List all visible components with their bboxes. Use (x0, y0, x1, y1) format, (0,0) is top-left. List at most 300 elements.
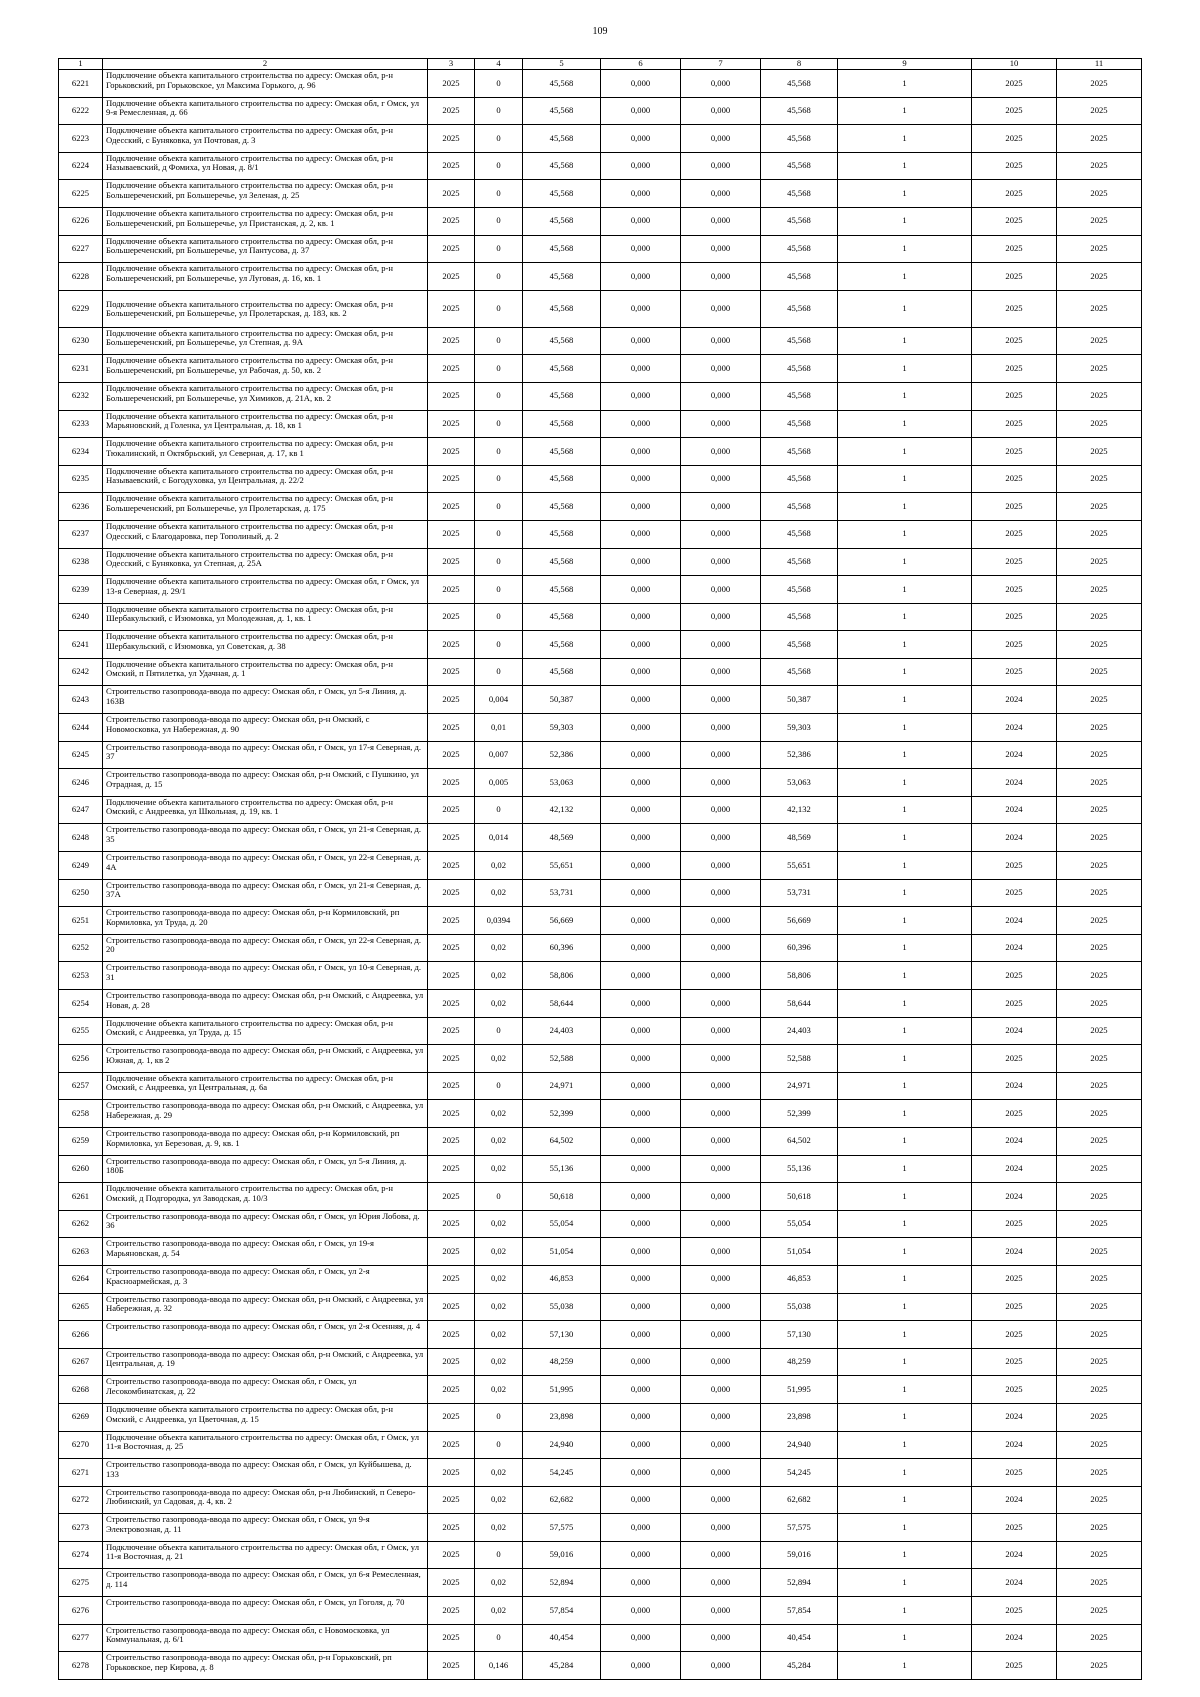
object-description: Строительство газопровода-ввода по адресу: Омская обл, г Омск, ул Лесокомбинатская, д. 22 (103, 1376, 428, 1404)
end-year: 2025 (1057, 1127, 1142, 1155)
quantity: 1 (838, 1403, 972, 1431)
cost-col-7: 0,000 (681, 290, 761, 327)
pipeline-length: 0 (475, 410, 523, 438)
start-year: 2025 (972, 631, 1057, 659)
cost-col-8: 60,396 (761, 934, 838, 962)
cost-col-7: 0,000 (681, 125, 761, 153)
row-number: 6256 (59, 1045, 103, 1073)
row-number: 6273 (59, 1514, 103, 1542)
row-number: 6243 (59, 686, 103, 714)
cost-col-8: 45,568 (761, 658, 838, 686)
total-cost: 57,575 (523, 1514, 601, 1542)
cost-col-8: 45,568 (761, 290, 838, 327)
quantity: 1 (838, 548, 972, 576)
pipeline-length: 0,02 (475, 962, 523, 990)
start-year: 2025 (972, 410, 1057, 438)
plan-year: 2025 (428, 1569, 475, 1597)
cost-col-6: 0,000 (601, 1321, 681, 1349)
cost-col-8: 50,387 (761, 686, 838, 714)
object-description: Подключение объекта капитального строительства по адресу: Омская обл, г Омск, ул 11-я Восточная, д. 25 (103, 1431, 428, 1459)
cost-col-8: 45,568 (761, 465, 838, 493)
total-cost: 50,387 (523, 686, 601, 714)
cost-col-7: 0,000 (681, 1624, 761, 1652)
pipeline-length: 0,0394 (475, 907, 523, 935)
end-year: 2025 (1057, 548, 1142, 576)
pipeline-length: 0 (475, 207, 523, 235)
plan-year: 2025 (428, 438, 475, 466)
quantity: 1 (838, 438, 972, 466)
table-row (59, 180, 1142, 208)
total-cost: 57,854 (523, 1597, 601, 1625)
cost-col-8: 58,644 (761, 990, 838, 1018)
quantity: 1 (838, 327, 972, 355)
end-year: 2025 (1057, 1017, 1142, 1045)
end-year: 2025 (1057, 1293, 1142, 1321)
object-description: Строительство газопровода-ввода по адресу: Омская обл, р-н Омский, с Андреевка, ул Южная, д. 1, кв 2 (103, 1045, 428, 1073)
cost-col-8: 53,063 (761, 769, 838, 797)
quantity: 1 (838, 990, 972, 1018)
cost-col-6: 0,000 (601, 1624, 681, 1652)
object-description: Строительство газопровода-ввода по адресу: Омская обл, р-н Омский, с Андреевка, ул Центральная, д. 19 (103, 1348, 428, 1376)
end-year: 2025 (1057, 520, 1142, 548)
cost-col-6: 0,000 (601, 235, 681, 263)
row-number: 6261 (59, 1183, 103, 1211)
table-row (59, 741, 1142, 769)
row-number: 6265 (59, 1293, 103, 1321)
quantity: 1 (838, 1321, 972, 1349)
cost-col-8: 24,940 (761, 1431, 838, 1459)
quantity: 1 (838, 631, 972, 659)
cost-col-8: 52,894 (761, 1569, 838, 1597)
row-number: 6277 (59, 1624, 103, 1652)
total-cost: 45,568 (523, 658, 601, 686)
end-year: 2025 (1057, 603, 1142, 631)
object-description: Подключение объекта капитального строительства по адресу: Омская обл, р-н Называевский, с Богодуховка, ул Центральная, д. 22/2 (103, 465, 428, 493)
page-number: 109 (592, 26, 608, 37)
start-year: 2025 (972, 1459, 1057, 1487)
plan-year: 2025 (428, 465, 475, 493)
end-year: 2025 (1057, 263, 1142, 291)
object-description: Подключение объекта капитального строительства по адресу: Омская обл, р-н Большереченский, рп Большеречье, ул Химиков, д. 21А, кв. 2 (103, 382, 428, 410)
table-row (59, 438, 1142, 466)
end-year: 2025 (1057, 152, 1142, 180)
total-cost: 45,568 (523, 125, 601, 153)
pipeline-length: 0,02 (475, 1210, 523, 1238)
object-description: Подключение объекта капитального строительства по адресу: Омская обл, р-н Омский, с Андреевка, ул Труда, д. 15 (103, 1017, 428, 1045)
table-row (59, 1072, 1142, 1100)
object-description: Строительство газопровода-ввода по адресу: Омская обл, г Омск, ул 21-я Северная, д. 37А (103, 879, 428, 907)
pipeline-length: 0 (475, 438, 523, 466)
start-year: 2025 (972, 180, 1057, 208)
object-description: Строительство газопровода-ввода по адресу: Омская обл, р-н Кормиловский, рп Кормиловка, ул Труда, д. 20 (103, 907, 428, 935)
cost-col-6: 0,000 (601, 1431, 681, 1459)
object-description: Строительство газопровода-ввода по адресу: Омская обл, г Омск, ул 22-я Северная, д. 4А (103, 852, 428, 880)
end-year: 2025 (1057, 658, 1142, 686)
table-row (59, 1376, 1142, 1404)
total-cost: 60,396 (523, 934, 601, 962)
start-year: 2024 (972, 1127, 1057, 1155)
row-number: 6237 (59, 520, 103, 548)
plan-year: 2025 (428, 1293, 475, 1321)
row-number: 6278 (59, 1652, 103, 1680)
cost-col-8: 45,568 (761, 631, 838, 659)
plan-year: 2025 (428, 1597, 475, 1625)
cost-col-6: 0,000 (601, 934, 681, 962)
cost-col-6: 0,000 (601, 741, 681, 769)
object-description: Подключение объекта капитального строительства по адресу: Омская обл, р-н Шербакульский, с Изюмовка, ул Молодежная, д. 1, кв. 1 (103, 603, 428, 631)
quantity: 1 (838, 180, 972, 208)
pipeline-length: 0 (475, 180, 523, 208)
total-cost: 52,588 (523, 1045, 601, 1073)
end-year: 2025 (1057, 714, 1142, 742)
plan-year: 2025 (428, 852, 475, 880)
quantity: 1 (838, 1541, 972, 1569)
table-row (59, 1017, 1142, 1045)
cost-col-8: 51,995 (761, 1376, 838, 1404)
cost-col-7: 0,000 (681, 1100, 761, 1128)
table-row (59, 520, 1142, 548)
start-year: 2025 (972, 962, 1057, 990)
plan-year: 2025 (428, 603, 475, 631)
cost-col-6: 0,000 (601, 603, 681, 631)
column-header: 11 (1057, 59, 1142, 70)
start-year: 2025 (972, 235, 1057, 263)
cost-col-6: 0,000 (601, 207, 681, 235)
quantity: 1 (838, 1486, 972, 1514)
total-cost: 48,569 (523, 824, 601, 852)
cost-col-7: 0,000 (681, 907, 761, 935)
table-row (59, 548, 1142, 576)
cost-col-8: 52,386 (761, 741, 838, 769)
cost-col-8: 45,284 (761, 1652, 838, 1680)
cost-col-6: 0,000 (601, 1127, 681, 1155)
total-cost: 45,568 (523, 603, 601, 631)
row-number: 6235 (59, 465, 103, 493)
plan-year: 2025 (428, 1017, 475, 1045)
table-header (59, 59, 1142, 70)
end-year: 2025 (1057, 631, 1142, 659)
cost-col-8: 53,731 (761, 879, 838, 907)
end-year: 2025 (1057, 70, 1142, 98)
cost-col-8: 40,454 (761, 1624, 838, 1652)
object-description: Строительство газопровода-ввода по адресу: Омская обл, г Омск, ул 2-я Красноармейская, д. 3 (103, 1265, 428, 1293)
column-header: 6 (601, 59, 681, 70)
cost-col-7: 0,000 (681, 1597, 761, 1625)
pipeline-length: 0,014 (475, 824, 523, 852)
pipeline-length: 0,02 (475, 1100, 523, 1128)
object-description: Строительство газопровода-ввода по адресу: Омская обл, г Омск, ул 17-я Северная, д. 37 (103, 741, 428, 769)
pipeline-length: 0 (475, 263, 523, 291)
start-year: 2025 (972, 520, 1057, 548)
quantity: 1 (838, 1348, 972, 1376)
total-cost: 54,245 (523, 1459, 601, 1487)
cost-col-6: 0,000 (601, 990, 681, 1018)
pipeline-length: 0 (475, 382, 523, 410)
object-description: Строительство газопровода-ввода по адресу: Омская обл, г Омск, ул Гоголя, д. 70 (103, 1597, 428, 1625)
object-description: Строительство газопровода-ввода по адресу: Омская обл, г Омск, ул 9-я Электровозная, д. 11 (103, 1514, 428, 1542)
cost-col-7: 0,000 (681, 382, 761, 410)
total-cost: 45,568 (523, 263, 601, 291)
total-cost: 24,403 (523, 1017, 601, 1045)
cost-col-6: 0,000 (601, 1348, 681, 1376)
quantity: 1 (838, 382, 972, 410)
total-cost: 45,568 (523, 410, 601, 438)
cost-col-6: 0,000 (601, 769, 681, 797)
quantity: 1 (838, 686, 972, 714)
end-year: 2025 (1057, 125, 1142, 153)
row-number: 6244 (59, 714, 103, 742)
pipeline-length: 0,007 (475, 741, 523, 769)
pipeline-length: 0 (475, 465, 523, 493)
pipeline-length: 0 (475, 1017, 523, 1045)
cost-col-7: 0,000 (681, 1210, 761, 1238)
table-row (59, 1403, 1142, 1431)
cost-col-8: 50,618 (761, 1183, 838, 1211)
plan-year: 2025 (428, 263, 475, 291)
cost-col-7: 0,000 (681, 327, 761, 355)
column-header: 9 (838, 59, 972, 70)
cost-col-8: 42,132 (761, 796, 838, 824)
table-row (59, 290, 1142, 327)
table-row (59, 263, 1142, 291)
row-number: 6221 (59, 70, 103, 98)
cost-col-7: 0,000 (681, 990, 761, 1018)
row-number: 6246 (59, 769, 103, 797)
end-year: 2025 (1057, 879, 1142, 907)
cost-col-6: 0,000 (601, 962, 681, 990)
cost-col-7: 0,000 (681, 1265, 761, 1293)
total-cost: 45,568 (523, 548, 601, 576)
cost-col-6: 0,000 (601, 327, 681, 355)
cost-col-8: 23,898 (761, 1403, 838, 1431)
pipeline-length: 0 (475, 603, 523, 631)
quantity: 1 (838, 907, 972, 935)
cost-col-6: 0,000 (601, 465, 681, 493)
table-row (59, 97, 1142, 125)
object-description: Подключение объекта капитального строительства по адресу: Омская обл, р-н Большереченский, рп Большеречье, ул Пролетарская, д. 175 (103, 493, 428, 521)
plan-year: 2025 (428, 290, 475, 327)
pipeline-length: 0 (475, 327, 523, 355)
cost-col-6: 0,000 (601, 631, 681, 659)
cost-col-7: 0,000 (681, 1155, 761, 1183)
table-row (59, 70, 1142, 98)
row-number: 6233 (59, 410, 103, 438)
cost-col-6: 0,000 (601, 97, 681, 125)
cost-col-6: 0,000 (601, 658, 681, 686)
row-number: 6257 (59, 1072, 103, 1100)
cost-col-7: 0,000 (681, 152, 761, 180)
cost-col-8: 56,669 (761, 907, 838, 935)
object-description: Подключение объекта капитального строительства по адресу: Омская обл, р-н Горьковский, рп Горьковское, ул Максима Горького, д. 96 (103, 70, 428, 98)
total-cost: 45,568 (523, 493, 601, 521)
cost-col-8: 57,130 (761, 1321, 838, 1349)
quantity: 1 (838, 934, 972, 962)
table-row (59, 962, 1142, 990)
plan-year: 2025 (428, 1238, 475, 1266)
cost-col-8: 58,806 (761, 962, 838, 990)
table-row (59, 1624, 1142, 1652)
cost-col-8: 45,568 (761, 180, 838, 208)
plan-year: 2025 (428, 327, 475, 355)
start-year: 2025 (972, 1348, 1057, 1376)
end-year: 2025 (1057, 1624, 1142, 1652)
plan-year: 2025 (428, 990, 475, 1018)
cost-col-7: 0,000 (681, 1293, 761, 1321)
end-year: 2025 (1057, 1569, 1142, 1597)
start-year: 2024 (972, 1155, 1057, 1183)
end-year: 2025 (1057, 1238, 1142, 1266)
object-description: Подключение объекта капитального строительства по адресу: Омская обл, р-н Омский, п Пятилетка, ул Удачная, д. 1 (103, 658, 428, 686)
start-year: 2025 (972, 576, 1057, 604)
end-year: 2025 (1057, 1348, 1142, 1376)
object-description: Подключение объекта капитального строительства по адресу: Омская обл, р-н Одесский, с Буняковка, ул Степная, д. 25А (103, 548, 428, 576)
cost-col-8: 59,303 (761, 714, 838, 742)
column-header: 10 (972, 59, 1057, 70)
row-number: 6248 (59, 824, 103, 852)
start-year: 2025 (972, 493, 1057, 521)
table-row (59, 879, 1142, 907)
cost-col-8: 45,568 (761, 152, 838, 180)
object-description: Подключение объекта капитального строительства по адресу: Омская обл, р-н Большереченский, рп Большеречье, ул Пантусова, д. 37 (103, 235, 428, 263)
start-year: 2025 (972, 1652, 1057, 1680)
cost-col-7: 0,000 (681, 520, 761, 548)
end-year: 2025 (1057, 235, 1142, 263)
cost-col-8: 48,569 (761, 824, 838, 852)
table-row (59, 1238, 1142, 1266)
start-year: 2025 (972, 1321, 1057, 1349)
cost-col-6: 0,000 (601, 520, 681, 548)
quantity: 1 (838, 520, 972, 548)
cost-col-7: 0,000 (681, 741, 761, 769)
cost-col-6: 0,000 (601, 1072, 681, 1100)
cost-col-7: 0,000 (681, 1403, 761, 1431)
row-number: 6259 (59, 1127, 103, 1155)
start-year: 2025 (972, 1293, 1057, 1321)
cost-col-8: 45,568 (761, 382, 838, 410)
plan-year: 2025 (428, 934, 475, 962)
total-cost: 24,940 (523, 1431, 601, 1459)
registry-table (58, 58, 1142, 1680)
cost-col-6: 0,000 (601, 1045, 681, 1073)
total-cost: 48,259 (523, 1348, 601, 1376)
table-row (59, 382, 1142, 410)
row-number: 6242 (59, 658, 103, 686)
quantity: 1 (838, 1459, 972, 1487)
table-row (59, 658, 1142, 686)
object-description: Подключение объекта капитального строительства по адресу: Омская обл, р-н Марьяновский, д Голенка, ул Центральная, д. 18, кв 1 (103, 410, 428, 438)
cost-col-8: 48,259 (761, 1348, 838, 1376)
quantity: 1 (838, 879, 972, 907)
plan-year: 2025 (428, 1403, 475, 1431)
plan-year: 2025 (428, 1045, 475, 1073)
end-year: 2025 (1057, 1486, 1142, 1514)
cost-col-8: 45,568 (761, 125, 838, 153)
cost-col-7: 0,000 (681, 1486, 761, 1514)
start-year: 2024 (972, 824, 1057, 852)
end-year: 2025 (1057, 1459, 1142, 1487)
quantity: 1 (838, 796, 972, 824)
total-cost: 59,016 (523, 1541, 601, 1569)
start-year: 2025 (972, 1597, 1057, 1625)
object-description: Подключение объекта капитального строительства по адресу: Омская обл, г Омск, ул 13-я Северная, д. 29/1 (103, 576, 428, 604)
total-cost: 45,568 (523, 152, 601, 180)
table-row (59, 1431, 1142, 1459)
pipeline-length: 0,004 (475, 686, 523, 714)
cost-col-8: 45,568 (761, 603, 838, 631)
cost-col-7: 0,000 (681, 1569, 761, 1597)
table-row (59, 686, 1142, 714)
total-cost: 64,502 (523, 1127, 601, 1155)
end-year: 2025 (1057, 1265, 1142, 1293)
table-body (59, 70, 1142, 1680)
total-cost: 45,284 (523, 1652, 601, 1680)
row-number: 6262 (59, 1210, 103, 1238)
total-cost: 62,682 (523, 1486, 601, 1514)
cost-col-6: 0,000 (601, 907, 681, 935)
pipeline-length: 0 (475, 796, 523, 824)
quantity: 1 (838, 1376, 972, 1404)
start-year: 2024 (972, 1017, 1057, 1045)
row-number: 6271 (59, 1459, 103, 1487)
object-description: Строительство газопровода-ввода по адресу: Омская обл, г Омск, ул 19-я Марьяновская, д. 54 (103, 1238, 428, 1266)
pipeline-length: 0,02 (475, 879, 523, 907)
table-row (59, 1569, 1142, 1597)
quantity: 1 (838, 1431, 972, 1459)
object-description: Подключение объекта капитального строительства по адресу: Омская обл, р-н Большереченский, рп Большеречье, ул Луговая, д. 16, кв. 1 (103, 263, 428, 291)
quantity: 1 (838, 97, 972, 125)
pipeline-length: 0 (475, 97, 523, 125)
total-cost: 45,568 (523, 70, 601, 98)
quantity: 1 (838, 1127, 972, 1155)
cost-col-7: 0,000 (681, 576, 761, 604)
cost-col-7: 0,000 (681, 1459, 761, 1487)
cost-col-6: 0,000 (601, 1293, 681, 1321)
cost-col-8: 45,568 (761, 493, 838, 521)
cost-col-8: 64,502 (761, 1127, 838, 1155)
cost-col-6: 0,000 (601, 1541, 681, 1569)
plan-year: 2025 (428, 1652, 475, 1680)
table-row (59, 1348, 1142, 1376)
plan-year: 2025 (428, 879, 475, 907)
cost-col-7: 0,000 (681, 548, 761, 576)
pipeline-length: 0,02 (475, 990, 523, 1018)
plan-year: 2025 (428, 97, 475, 125)
quantity: 1 (838, 355, 972, 383)
table-row (59, 990, 1142, 1018)
row-number: 6234 (59, 438, 103, 466)
row-number: 6245 (59, 741, 103, 769)
cost-col-8: 59,016 (761, 1541, 838, 1569)
total-cost: 52,399 (523, 1100, 601, 1128)
end-year: 2025 (1057, 1321, 1142, 1349)
table-row (59, 1514, 1142, 1542)
cost-col-8: 45,568 (761, 70, 838, 98)
end-year: 2025 (1057, 493, 1142, 521)
table-row (59, 1265, 1142, 1293)
plan-year: 2025 (428, 1321, 475, 1349)
start-year: 2024 (972, 1431, 1057, 1459)
total-cost: 45,568 (523, 465, 601, 493)
cost-col-7: 0,000 (681, 714, 761, 742)
end-year: 2025 (1057, 1376, 1142, 1404)
object-description: Строительство газопровода-ввода по адресу: Омская обл, г Омск, ул 22-я Северная, д. 20 (103, 934, 428, 962)
pipeline-length: 0,02 (475, 1238, 523, 1266)
row-number: 6222 (59, 97, 103, 125)
pipeline-length: 0 (475, 1072, 523, 1100)
cost-col-7: 0,000 (681, 207, 761, 235)
object-description: Подключение объекта капитального строительства по адресу: Омская обл, р-н Омский, с Андреевка, ул Центральная, д. 6а (103, 1072, 428, 1100)
start-year: 2025 (972, 382, 1057, 410)
